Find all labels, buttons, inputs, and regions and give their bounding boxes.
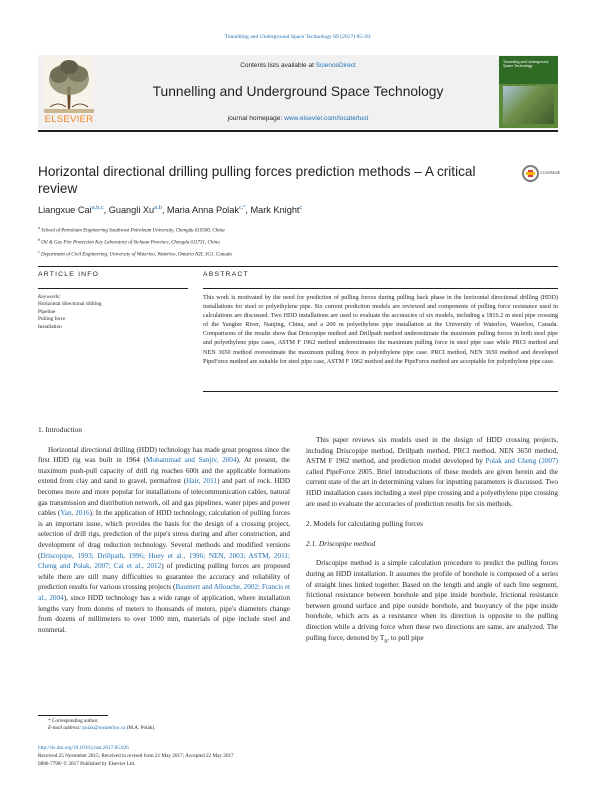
- sciencedirect-link[interactable]: ScienceDirect: [315, 62, 356, 69]
- keyword-item: Installation: [38, 323, 62, 330]
- journal-cover-thumbnail[interactable]: [499, 56, 558, 128]
- journal-reference[interactable]: Tunnelling and Underground Space Technology 69 (2017) 85–93: [224, 34, 371, 40]
- affiliation-marker: b: [38, 237, 40, 243]
- footnote-rule: [38, 715, 108, 716]
- text-run: ). In the application of HDD technology, calculation of pulling forces is an important issue, which provides the basis for the design of a crossing project, selection of drill rigs, prediction of the pipe's stress during and after construction, and development of drag reduction technology. Several methods and modified versions (: [38, 509, 290, 560]
- paragraph: [38, 445, 290, 636]
- subsection-heading-driscopipe: 2.1. Driscopipe method: [306, 538, 376, 548]
- paragraph: [306, 435, 558, 509]
- contents-line: [100, 62, 496, 69]
- keywords-box: [38, 294, 188, 331]
- homepage-link[interactable]: www.elsevier.com/locate/tust: [284, 115, 369, 122]
- author-affiliation-marker[interactable]: c,*: [238, 204, 246, 211]
- affiliation-item: [38, 224, 538, 236]
- citation-link[interactable]: Yan, 2016: [60, 509, 90, 518]
- crossmark-label: CrossMark: [540, 170, 561, 175]
- affiliation-text: Department of Civil Engineering, University of Waterloo, Waterloo, Ontario N2L 3G1, Canada: [41, 252, 232, 258]
- text-run: Driscopipe method is a simple calculation procedure to predict the pulling forces during an HDD installation. It assumes the profile of borehole is composed of a series of straight lines linked together. Based on the length and angle of each line segment, frictional resistance between borehole and pipe inside borehole, frictional resistance between ground surface and pipe outside borehole, and buoyancy of the pipe inside borehole, which acts as a resistance when its direction is opposite to the pulling direction while a driving force when these two directions are same, are analyzed. The pulling force, denoted by T: [306, 559, 558, 642]
- text-run: ) of predicting pulling forces are proposed while there are still many difficulties to guarantee the accuracy and reliability of prediction results for various crossing projects (: [38, 562, 290, 592]
- elsevier-tree-icon: [44, 57, 94, 113]
- email-label: E-mail address:: [48, 725, 83, 732]
- crossmark-badge[interactable]: [522, 164, 561, 184]
- keyword-item: Pipeline: [38, 308, 56, 315]
- article-info-heading: ARTICLE INFO: [38, 271, 100, 278]
- text-run: , to pull pipe: [387, 633, 424, 642]
- header-rule: [38, 130, 558, 132]
- crossmark-icon: [522, 165, 539, 182]
- cover-title: Tunnelling and Underground Space Technology: [503, 60, 549, 68]
- text-run: Horizontal directional drilling (HDD) technology has made great progress since the first HDD rig was built in 1964 (: [38, 445, 290, 465]
- citation-link[interactable]: Mohammad and Sanjiv, 2004: [146, 456, 237, 465]
- keywords-label: Keywords:: [38, 294, 61, 300]
- section-heading-models: 2. Models for calculating pulling forces: [306, 519, 423, 529]
- text-run: ) and part of rock. HDD becomes more and more popular for installations of telecommunication cables, natural gas transmission and distribution network, oil and gas pipelines, water pipes and power cables (: [38, 477, 291, 518]
- section-heading-introduction: 1. Introduction: [38, 425, 82, 434]
- paragraph: [306, 558, 558, 646]
- publisher-name: ELSEVIER: [44, 114, 94, 125]
- affiliation-text: Oil & Gas Fire Protection Key Laboratory of Sichuan Province, Chengdu 611731, China: [41, 240, 220, 246]
- publication-info: [38, 744, 558, 769]
- author-list: Liangxue Cai$^{a,b,c}$, Guangli Xu$^{a,b}$, Maria Anna Polak$^{c,*}$, Mark Knight$^c$: [38, 204, 303, 215]
- copyright-line: 0886-7798/ © 2017 Published by Elsevier Ltd.: [38, 761, 136, 768]
- contents-prefix: Contents lists available at: [240, 62, 316, 69]
- text-run: ), since HDD technology has a wide range of application, where installation lengths vary from dozens of meters to thousands of meters, pipe's diameters change from dozens of millimeters to over 1000 mm, materials of pipe include steel and nonmetal.: [38, 593, 291, 634]
- abstract-end-rule: [203, 391, 558, 392]
- article-title: Horizontal directional drilling pulling forces prediction methods – A critical review: [38, 164, 476, 196]
- keyword-item: Horizontal directional drilling: [38, 301, 102, 308]
- email-link[interactable]: polak@uwaterloo.ca: [82, 725, 126, 732]
- body-column-right: [306, 435, 558, 647]
- journal-homepage: [100, 115, 496, 122]
- citation-link[interactable]: Polak and Cheng (2007): [485, 457, 558, 466]
- affiliation-text: School of Petroleum Engineering Southwest Petroleum University, Chengdu 610500, China: [41, 228, 225, 234]
- doi-link[interactable]: http://dx.doi.org/10.1016/j.tust.2017.05.026: [38, 745, 129, 751]
- email-suffix: (M.A. Polak).: [125, 725, 156, 732]
- author-affiliation-marker[interactable]: a,b: [154, 204, 162, 211]
- author-affiliation-marker[interactable]: c: [299, 204, 303, 211]
- citation-link[interactable]: Hair, 2011: [186, 477, 218, 486]
- affiliation-item: [38, 236, 538, 248]
- corresponding-author-note: * Corresponding author.: [48, 718, 99, 724]
- email-note: [38, 725, 338, 732]
- affiliation-marker: a: [38, 225, 40, 230]
- affiliation-item: [38, 248, 538, 260]
- author-name[interactable]: Maria Anna Polak: [166, 205, 239, 215]
- cover-photo: [503, 86, 554, 124]
- footnotes: [38, 718, 338, 732]
- text-run: ). At present, the maximum push-pull capacity of drill rig reaches 600t and the applicable formations extend from clay and sand to gravel, permafrost (: [38, 456, 290, 486]
- journal-title: Tunnelling and Underground Space Technology: [152, 84, 444, 99]
- citation-link[interactable]: Driscopipe, 1993; Drillpath, 1996; Huey et al., 1996; NEN, 2003; ASTM, 2011; Cheng and Polak, 2007; Cai et al., 2012: [38, 551, 290, 571]
- citation-link[interactable]: Baumert and Allouche, 2002; Francis et al., 2004: [38, 583, 291, 602]
- elsevier-logo[interactable]: [38, 56, 100, 126]
- author-name[interactable]: Liangxue Cai: [38, 205, 92, 215]
- body-column-left: [38, 425, 290, 635]
- text-run: This paper reviews six models used in the design of HDD crossing projects, including Driscopipe method, Drillpath method, PRCI method, NEN 3650 method, ASTM F 1962 method, and prediction model developed by: [306, 436, 558, 466]
- section-rule: [38, 266, 558, 267]
- abstract-rule: [203, 288, 558, 289]
- affiliation-list: [38, 224, 538, 260]
- article-info-rule: [38, 288, 188, 289]
- author-affiliation-marker[interactable]: a,b,c: [91, 204, 104, 211]
- abstract-heading: ABSTRACT: [203, 271, 249, 278]
- text-run: called PipeForce 2005. Brief introductions of these models are given herein and the current state of the art in determining values for inputting parameters is discussed. Two HDD installation cases including a steel pipe crossing and a polyethylene pipe crossing are used to evaluate the accuracies of prediction results for six methods.: [306, 467, 558, 508]
- affiliation-marker: c: [38, 249, 40, 255]
- homepage-prefix: journal homepage:: [227, 115, 285, 122]
- author-name[interactable]: Guangli Xu: [108, 205, 155, 215]
- subscript: n: [384, 637, 388, 644]
- author-name[interactable]: Mark Knight: [250, 205, 300, 215]
- keyword-item: Pulling force: [38, 316, 66, 323]
- abstract-text: This work is motivated by the need for prediction of pulling forces during pulling back phase in the horizontal directional drilling (HDD) installations for steel or polyethylene pipe. Six current prediction models are reviewed and components of pulling force resistance used in calculations are discussed. Two HDD installations are used to evaluate the accuracies of six models, including a 1816.2 m steel pipe crossing of the Yangtze River, Nanjing, China, and a 200 m polyethylene pipe installation at the University of Waterloo, Waterloo, Canada. Comparisons of the results show that Driscopipe method and Drillpath method underestimate the maximum pulling forces in both steel pipe and polyethylene pipe cases, ASTM F 1962 method underestimates the maximum pulling force in steel pipe case while PRCI method and NEN 3650 method overestimate the maximum pulling force in polyethylene pipe case. PRCI method, NEN 3650 method and developed PipeForce method are suitable for steel pipe case, ASTM F 1962 method and the PipeForce method are acceptable for polyethylene pipe case.: [203, 294, 558, 365]
- received-dates: Received 25 November 2015; Received in revised form 21 May 2017; Accepted 22 May 2017: [38, 753, 234, 760]
